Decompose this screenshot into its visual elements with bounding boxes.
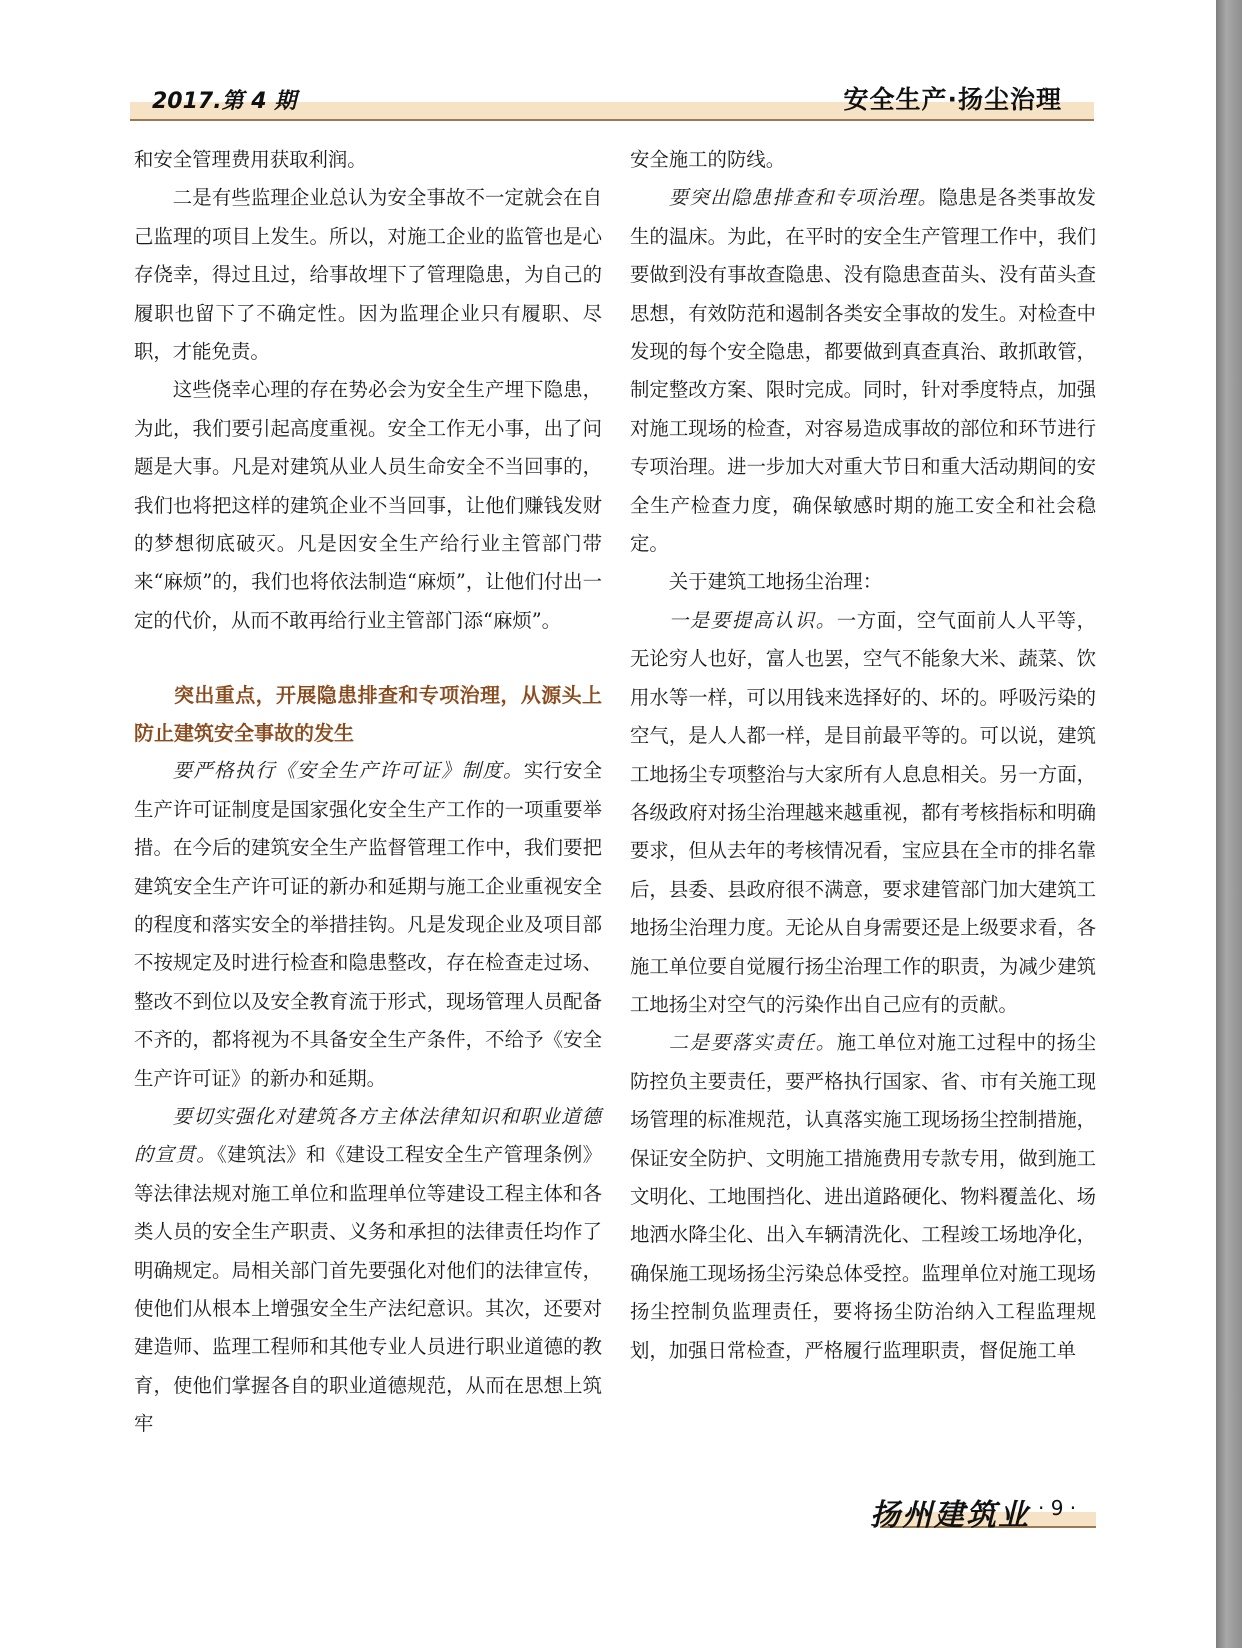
paragraph-lead: 要严格执行《安全生产许可证》制度。 [172, 759, 524, 783]
viewer-background [1216, 0, 1242, 1648]
issue-label: 2017.第 4 期 [152, 89, 297, 114]
section-heading: 突出重点，开展隐患排查和专项治理，从源头上防止建筑安全事故的发生 [134, 683, 602, 746]
paragraph-text: 实行安全生产许可证制度是国家强化安全生产工作的一项重要举措。在今后的建筑安全生产监督管理工作中，我们要把建筑安全生产许可证的新办和延期与施工企业重视安全的程度和落实安全的举措挂钩。凡是发现企业及项目部不按规定及时进行检查和隐患整改，存在检查走过场、整改不到位以及安全教育流于形式，现场管理人员配备不齐的，都将视为不具备安全生产条件，不给予《安全生产许可证》的新办和延期。 [134, 759, 602, 1090]
section-title: 安全生产·扬尘治理 [843, 85, 1062, 114]
paragraph-text: 和安全管理费用获取利润。 [134, 148, 367, 171]
paragraph [134, 141, 602, 179]
paragraph [630, 602, 1096, 1024]
paragraph [630, 141, 1096, 179]
paragraph [630, 1024, 1096, 1370]
paragraph [630, 563, 1096, 601]
page-footer [860, 1490, 1096, 1533]
paragraph [134, 179, 602, 371]
header-rule [130, 119, 1094, 121]
paragraph-text: 一方面，空气面前人人平等，无论穷人也好，富人也罢，空气不能象大米、蔬菜、饮用水等一样，可以用钱来选择好的、坏的。呼吸污染的空气，是人人都一样，是目前最平等的。可以说，建筑工地扬尘专项整治与大家所有人息息相关。另一方面，各级政府对扬尘治理越来越重视，都有考核指标和明确要求，但从去年的考核情况看，宝应县在全市的排名靠后，县委、县政府很不满意，要求建管部门加大建筑工地扬尘治理力度。无论从自身需要还是上级要求看，各施工单位要自觉履行扬尘治理工作的职责，为减少建筑工地扬尘对空气的污染作出自己应有的贡献。 [630, 608, 1097, 1016]
paragraph [630, 179, 1096, 563]
paragraph-text: 隐患是各类事故发生的温床。为此，在平时的安全生产管理工作中，我们要做到没有事故查隐患、没有隐患查苗头、没有苗头查思想，有效防范和遏制各类安全事故的发生。对检查中发现的每个安全隐患，都要做到真查真治、敢抓敢管，制定整改方案、限时完成。同时，针对季度特点，加强对施工现场的检查，对容易造成事故的部位和环节进行专项治理。进一步加大对重大节日和重大活动期间的安全生产检查力度，确保敏感时期的施工安全和社会稳定。 [630, 186, 1097, 556]
paragraph [134, 752, 602, 1098]
paragraph-text: 施工单位对施工过程中的扬尘防控负主要责任，要严格执行国家、省、市有关施工现场管理的标准规范，认真落实施工现场扬尘控制措施，保证安全防护、文明施工措施费用专款专用，做到施工文明化、工地围挡化、进出道路硬化、物料覆盖化、场地洒水降尘化、出入车辆清洗化、工程竣工场地净化，确保施工现场扬尘污染总体受控。监理单位对施工现场扬尘控制负监理责任，要将扬尘防治纳入工程监理规划，加强日常检查，严格履行监理职责，督促施工单 [630, 1031, 1097, 1362]
magazine-name: 扬州建筑业 [870, 1498, 1030, 1533]
paragraph [134, 371, 602, 640]
paragraph-lead: 一是要提高认识。 [668, 608, 837, 632]
paragraph-lead: 要突出隐患排查和专项治理。 [668, 186, 939, 210]
paragraph-text: 《建筑法》和《建设工程安全生产管理条例》等法律法规对施工单位和监理单位等建设工程主体和各类人员的安全生产职责、义务和承担的法律责任均作了明确规定。局相关部门首先要强化对他们的法律宣传，使他们从根本上增强安全生产法纪意识。其次，还要对建造师、监理工程师和其他专业人员进行职业道德的教育，使他们掌握各自的职业道德规范，从而在思想上筑牢 [134, 1143, 602, 1436]
paragraph-text: 关于建筑工地扬尘治理： [668, 570, 883, 594]
paragraph-text: 二是有些监理企业总认为安全事故不一定就会在自己监理的项目上发生。所以，对施工企业的监管也是心存侥幸，得过且过，给事故埋下了管理隐患，为自己的履职也留下了不确定性。因为监理企业只有履职、尽职，才能免责。 [134, 186, 602, 364]
paragraph-lead: 二是要落实责任。 [668, 1031, 837, 1055]
paragraph-lead: 要切实强化对建筑各方主体法律知识和职业道德的宣贯。 [134, 1104, 602, 1167]
right-column [630, 141, 1096, 1370]
paragraph-text: 这些侥幸心理的存在势必会为安全生产埋下隐患，为此，我们要引起高度重视。安全工作无小事，出了问题是大事。凡是对建筑从业人员生命安全不当回事的，我们也将把这样的建筑企业不当回事，让他们赚钱发财的梦想彻底破灭。凡是因安全生产给行业主管部门带来“麻烦”的，我们也将依法制造“麻烦”，让他们付出一定的代价，从而不敢再给行业主管部门添“麻烦”。 [134, 378, 602, 632]
paragraph [134, 1098, 602, 1444]
page-number: · 9 · [1038, 1496, 1077, 1520]
left-column [134, 141, 602, 1444]
page-header [130, 80, 1094, 120]
paragraph-text: 安全施工的防线。 [630, 148, 786, 171]
